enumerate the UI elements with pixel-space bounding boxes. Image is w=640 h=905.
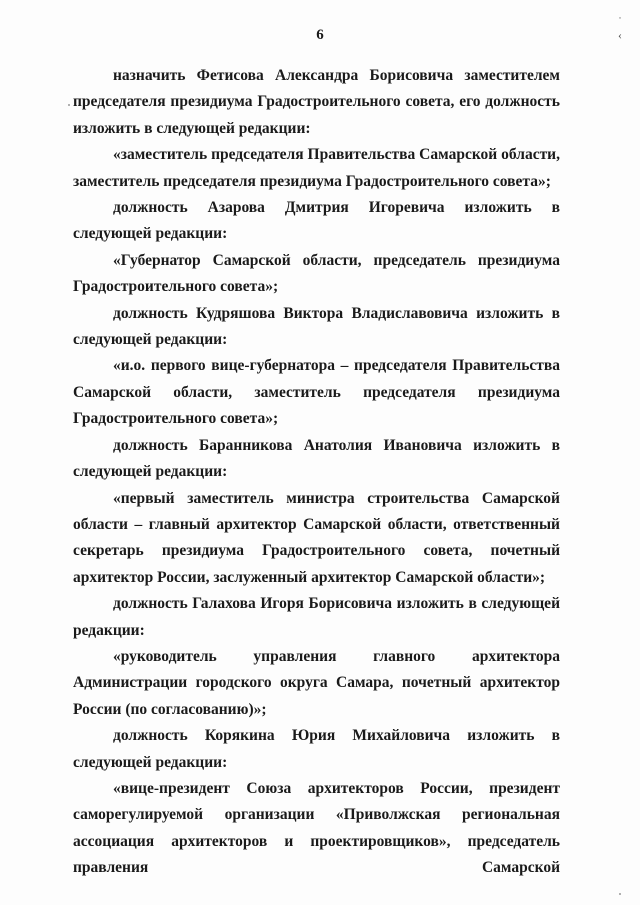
paragraph: «Губернатор Самарской области, председатель президиума Градостроительного совета»; <box>73 251 560 296</box>
scan-corner-mark: ˙ ‹ <box>618 14 622 42</box>
paragraph: «и.о. первого вице-губернатора – председателя Правительства Самарской области, заместитель председателя президиума Градостроительного совета»; <box>73 357 560 428</box>
paragraph: должность Галахова Игоря Борисовича изложить в следующей редакции: <box>73 595 560 639</box>
scan-artifact-dot <box>619 893 621 895</box>
page-number: 6 <box>316 27 324 43</box>
paragraph: должность Кудряшова Виктора Владиславовича изложить в следующей редакции: <box>73 304 560 349</box>
paragraph: должность Азарова Дмитрия Игоревича изложить в следующей редакции: <box>73 199 560 243</box>
scan-artifact-dot <box>68 104 70 106</box>
paragraph: «руководитель управления главного архитектора Администрации городского округа Самара, почетный архитектор России (по согласованию)»; <box>73 647 560 718</box>
paragraph: должность Корякина Юрия Михайловича изложить в следующей редакции: <box>73 727 560 771</box>
document-body <box>73 63 560 882</box>
paragraph: «заместитель председателя Правительства Самарской области, заместитель председателя президиума Градостроительного совета»; <box>73 146 560 190</box>
paragraph: должность Баранникова Анатолия Ивановича изложить в следующей редакции: <box>73 436 560 481</box>
paragraph: «первый заместитель министра строительства Самарской области – главный архитектор Самарской области, ответственный секретарь президиума Градостроительного совета, почетный архитектор России, заслуженный архитектор Самарской области»; <box>73 489 560 586</box>
paragraph: «вице-президент Союза архитекторов России, президент саморегулируемой организации «Приволжская региональная ассоциация архитекторов и проектировщиков», председатель правления Самарской <box>73 779 560 877</box>
paragraph: назначить Фетисова Александра Борисовича заместителем председателя президиума Градостроительного совета, его должность изложить в следующей редакции: <box>73 67 560 137</box>
